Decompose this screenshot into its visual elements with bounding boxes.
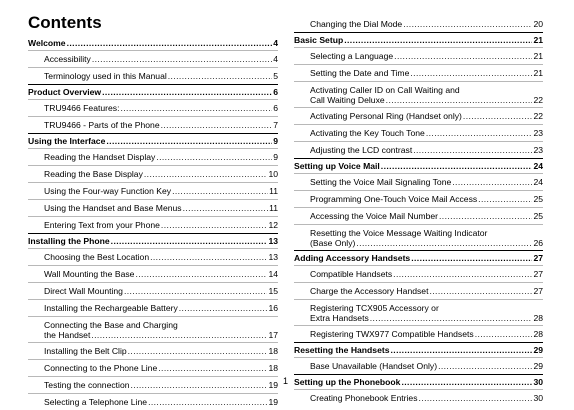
toc-entry-row <box>44 183 278 199</box>
toc-entry-resetting-the-voice-message-waiting-indicator-base-only[interactable] <box>294 224 543 250</box>
toc-page-number: 21 <box>533 51 543 61</box>
toc-entry-row <box>294 159 543 173</box>
toc-page-number: 13 <box>268 236 278 246</box>
toc-entry-label: Charge the Accessory Handset <box>310 286 429 296</box>
dot-leader <box>131 377 268 393</box>
toc-entry-entering-text-from-your-phone[interactable] <box>28 216 278 233</box>
dot-leader <box>67 36 273 50</box>
dot-leader <box>411 251 532 265</box>
dot-leader <box>144 166 268 182</box>
toc-entry-registering-tcx905-accessory-or-extra-handsets[interactable] <box>294 299 543 325</box>
dot-leader <box>381 159 533 173</box>
toc-page-number: 21 <box>533 68 543 78</box>
toc-page-number: 6 <box>273 87 278 97</box>
dot-leader <box>370 313 533 323</box>
toc-entry-label: Entering Text from your Phone <box>44 220 160 230</box>
toc-entry-row <box>310 266 543 282</box>
toc-entry-label: Base Unavailable (Handset Only) <box>310 361 438 371</box>
toc-page-number: 23 <box>533 128 543 138</box>
toc-entry-label: Programming One-Touch Voice Mail Access <box>310 194 478 204</box>
toc-section-setting-up-voice-mail[interactable] <box>294 158 543 173</box>
toc-section-resetting-the-handsets[interactable] <box>294 342 543 357</box>
toc-entry-compatible-handsets[interactable] <box>294 265 543 282</box>
toc-entry-choosing-the-best-location[interactable] <box>28 248 278 265</box>
toc-entry-row <box>44 266 278 282</box>
toc-entry-label: Using the Four-way Function Key <box>44 186 172 196</box>
toc-section-welcome[interactable] <box>28 36 278 50</box>
toc-page-number: 21 <box>533 35 543 45</box>
toc-entry-label: Selecting a Language <box>310 51 394 61</box>
dot-leader <box>386 95 533 105</box>
toc-entry-installing-the-belt-clip[interactable] <box>28 342 278 359</box>
toc-entry-row <box>28 85 278 99</box>
toc-page-number: 25 <box>533 194 543 204</box>
toc-section-product-overview[interactable] <box>28 84 278 99</box>
toc-entry-terminology-used-in-this-manual[interactable] <box>28 67 278 84</box>
dot-leader <box>439 208 532 224</box>
dot-leader <box>102 85 272 99</box>
toc-entry-programming-one-touch-voice-mail-access[interactable] <box>294 190 543 207</box>
toc-entry-label: (Base Only) <box>310 238 356 248</box>
toc-entry-label: Installing the Rechargeable Battery <box>44 303 178 313</box>
toc-entry-row <box>310 191 543 207</box>
toc-entry-row <box>310 95 543 105</box>
dot-leader <box>168 68 272 84</box>
toc-page-number: 24 <box>533 177 543 187</box>
toc-page-number: 27 <box>533 286 543 296</box>
dot-leader <box>391 343 533 357</box>
toc-entry-label: Activating the Key Touch Tone <box>310 128 425 138</box>
toc-entry-tru9466-parts-of-the-phone[interactable] <box>28 116 278 133</box>
toc-entry-label: Testing the connection <box>44 380 130 390</box>
toc-entry-row <box>44 394 278 410</box>
dot-leader <box>148 394 267 410</box>
toc-entry-label: Terminology used in this Manual <box>44 71 167 81</box>
toc-entry-label: Installing the Belt Clip <box>44 346 127 356</box>
toc-page-number: 22 <box>533 111 543 121</box>
toc-entry-label: Setting up the Phonebook <box>294 377 401 387</box>
dot-leader <box>183 200 268 216</box>
toc-entry-row <box>310 48 543 64</box>
toc-entry-changing-the-dial-mode[interactable] <box>294 16 543 32</box>
toc-entry-row <box>310 313 543 323</box>
toc-entry-label-line1: Connecting the Base and Charging <box>44 320 178 330</box>
toc-entry-base-unavailable-handset-only[interactable] <box>294 357 543 374</box>
toc-entry-creating-phonebook-entries[interactable] <box>294 389 543 406</box>
toc-entry-wall-mounting-the-base[interactable] <box>28 265 278 282</box>
dot-leader <box>106 134 272 148</box>
toc-entry-label: Setting the Voice Mail Signaling Tone <box>310 177 452 187</box>
toc-entry-label: Extra Handsets <box>310 313 369 323</box>
toc-entry-charge-the-accessory-handset[interactable] <box>294 282 543 299</box>
dot-leader <box>120 100 272 116</box>
page-number: 1 <box>283 376 289 386</box>
toc-entry-row <box>44 51 278 67</box>
toc-entry-adjusting-the-lcd-contrast[interactable] <box>294 141 543 158</box>
dot-leader <box>394 48 532 64</box>
toc-entry-row <box>44 117 278 133</box>
toc-page-number: 24 <box>533 161 543 171</box>
toc-page-number: 22 <box>533 95 543 105</box>
dot-leader <box>150 249 267 265</box>
toc-entry-label: Welcome <box>28 38 66 48</box>
dot-leader <box>393 266 532 282</box>
dot-leader <box>426 125 533 141</box>
toc-entry-row <box>310 16 543 32</box>
toc-page-number: 12 <box>268 220 278 230</box>
toc-entry-connecting-to-the-phone-line[interactable] <box>28 359 278 376</box>
toc-entry-row <box>44 217 278 233</box>
toc-page-number: 11 <box>269 186 278 196</box>
toc-entry-accessibility[interactable] <box>28 50 278 67</box>
toc-entry-label: Setting up Voice Mail <box>294 161 380 171</box>
toc-page-number: 14 <box>268 269 278 279</box>
toc-page-number: 30 <box>533 393 543 403</box>
dot-leader <box>403 16 532 32</box>
dot-leader <box>413 142 532 158</box>
toc-page-number: 13 <box>268 252 278 262</box>
dot-leader <box>344 33 532 47</box>
dot-leader <box>161 117 273 133</box>
toc-entry-row <box>28 134 278 148</box>
toc-entry-selecting-a-telephone-line[interactable] <box>28 393 278 410</box>
dot-leader <box>452 174 532 190</box>
toc-page-number: 20 <box>533 19 543 29</box>
toc-entry-row <box>44 249 278 265</box>
dot-leader <box>156 149 272 165</box>
toc-entry-label: Reading the Base Display <box>44 169 143 179</box>
toc-entry-label: Accessing the Voice Mail Number <box>310 211 439 221</box>
dot-leader <box>161 217 268 233</box>
toc-entry-label: Choosing the Best Location <box>44 252 150 262</box>
toc-entry-row <box>44 330 278 340</box>
toc-entry-testing-the-connection[interactable] <box>28 376 278 393</box>
toc-entry-tru9466-features[interactable] <box>28 99 278 116</box>
toc-entry-row <box>310 125 543 141</box>
toc-page-number: 4 <box>273 54 278 64</box>
toc-entry-label: Reading the Handset Display <box>44 152 156 162</box>
toc-entry-label: Adding Accessory Handsets <box>294 253 411 263</box>
toc-entry-label: Registering TWX977 Compatible Handsets <box>310 329 474 339</box>
toc-entry-using-the-handset-and-base-menus[interactable] <box>28 199 278 216</box>
toc-page-number: 28 <box>533 313 543 323</box>
dot-leader <box>128 343 268 359</box>
toc-entry-label: Activating Personal Ring (Handset only) <box>310 111 462 121</box>
toc-page-number: 5 <box>273 71 278 81</box>
toc-entry-setting-the-voice-mail-signaling-tone[interactable] <box>294 173 543 190</box>
toc-entry-row <box>44 68 278 84</box>
toc-entry-row <box>44 166 278 182</box>
toc-entry-row <box>28 36 278 50</box>
toc-entry-row <box>44 200 278 216</box>
toc-entry-label: Setting the Date and Time <box>310 68 410 78</box>
toc-entry-label: Changing the Dial Mode <box>310 19 403 29</box>
toc-page-number: 11 <box>269 203 278 213</box>
toc-entry-row <box>294 33 543 47</box>
dot-leader <box>124 283 267 299</box>
toc-entry-row <box>44 343 278 359</box>
toc-page-number: 29 <box>533 361 543 371</box>
toc-section-installing-the-phone[interactable] <box>28 233 278 248</box>
toc-entry-label: TRU9466 - Parts of the Phone <box>44 120 160 130</box>
toc-entry-label: Connecting to the Phone Line <box>44 363 158 373</box>
toc-page-number: 28 <box>533 329 543 339</box>
toc-entry-label: Using the Interface <box>28 136 106 146</box>
toc-right-column <box>294 16 543 406</box>
toc-page-number: 19 <box>268 380 278 390</box>
toc-entry-label: the Handset <box>44 330 91 340</box>
toc-entry-label: Call Waiting Deluxe <box>310 95 385 105</box>
toc-entry-label-line1: Activating Caller ID on Call Waiting and <box>310 85 460 95</box>
toc-entry-label: Installing the Phone <box>28 236 110 246</box>
toc-entry-reading-the-base-display[interactable] <box>28 165 278 182</box>
toc-page-number: 15 <box>268 286 278 296</box>
toc-entry-row <box>310 208 543 224</box>
dot-leader <box>356 238 532 248</box>
toc-page-number: 19 <box>268 397 278 407</box>
toc-entry-connecting-the-base-and-charging-the-handset[interactable] <box>28 316 278 342</box>
toc-entry-selecting-a-language[interactable] <box>294 47 543 64</box>
toc-entry-row <box>28 234 278 248</box>
dot-leader <box>111 234 268 248</box>
toc-section-adding-accessory-handsets[interactable] <box>294 250 543 265</box>
toc-entry-row <box>294 251 543 265</box>
toc-entry-reading-the-handset-display[interactable] <box>28 148 278 165</box>
toc-entry-row <box>310 326 543 342</box>
dot-leader <box>463 108 533 124</box>
toc-entry-row <box>310 358 543 374</box>
dot-leader <box>478 191 532 207</box>
toc-page-number: 9 <box>273 136 278 146</box>
toc-page-number: 29 <box>533 345 543 355</box>
toc-section-setting-up-the-phonebook[interactable] <box>294 374 543 389</box>
toc-entry-row <box>310 283 543 299</box>
dot-leader <box>410 65 532 81</box>
toc-page-number: 16 <box>268 303 278 313</box>
toc-entry-activating-personal-ring-handset-only[interactable] <box>294 107 543 124</box>
toc-entry-activating-the-key-touch-tone[interactable] <box>294 124 543 141</box>
dot-leader <box>158 360 267 376</box>
toc-page-number: 7 <box>273 120 278 130</box>
toc-entry-label: Accessibility <box>44 54 91 64</box>
toc-left-column <box>28 36 278 410</box>
toc-entry-row <box>44 283 278 299</box>
toc-entry-row <box>44 100 278 116</box>
toc-entry-label-line1: Resetting the Voice Message Waiting Indicator <box>310 228 488 238</box>
dot-leader <box>172 183 268 199</box>
dot-leader <box>429 283 532 299</box>
toc-entry-label: Adjusting the LCD contrast <box>310 145 413 155</box>
toc-entry-row <box>44 377 278 393</box>
toc-entry-row <box>310 65 543 81</box>
dot-leader <box>401 375 532 389</box>
toc-entry-row <box>294 343 543 357</box>
toc-entry-row <box>44 360 278 376</box>
toc-entry-label: Compatible Handsets <box>310 269 393 279</box>
dot-leader <box>438 358 532 374</box>
toc-entry-row <box>310 174 543 190</box>
toc-page-number: 4 <box>273 38 278 48</box>
toc-entry-label: Selecting a Telephone Line <box>44 397 148 407</box>
toc-page-number: 25 <box>533 211 543 221</box>
toc-entry-setting-the-date-and-time[interactable] <box>294 64 543 81</box>
toc-entry-label: Wall Mounting the Base <box>44 269 135 279</box>
toc-entry-accessing-the-voice-mail-number[interactable] <box>294 207 543 224</box>
toc-section-using-the-interface[interactable] <box>28 133 278 148</box>
dot-leader <box>179 300 268 316</box>
dot-leader <box>135 266 267 282</box>
toc-entry-label: Using the Handset and Base Menus <box>44 203 182 213</box>
toc-page-number: 18 <box>268 363 278 373</box>
dot-leader <box>92 51 272 67</box>
toc-page-number: 9 <box>273 152 278 162</box>
dot-leader <box>475 326 533 342</box>
toc-page-number: 23 <box>533 145 543 155</box>
toc-entry-row <box>44 300 278 316</box>
toc-entry-row <box>310 108 543 124</box>
toc-page-number: 6 <box>273 103 278 113</box>
toc-entry-row <box>44 149 278 165</box>
toc-entry-row <box>294 375 543 389</box>
toc-page-number: 27 <box>533 269 543 279</box>
toc-entry-using-the-four-way-function-key[interactable] <box>28 182 278 199</box>
toc-entry-row <box>310 142 543 158</box>
toc-entry-label: Creating Phonebook Entries <box>310 393 418 403</box>
toc-section-basic-setup[interactable] <box>294 32 543 47</box>
toc-page-number: 18 <box>268 346 278 356</box>
toc-entry-registering-twx977-compatible-handsets[interactable] <box>294 325 543 342</box>
toc-page-number: 10 <box>268 169 278 179</box>
toc-page-number: 17 <box>268 330 278 340</box>
toc-entry-activating-caller-id-on-call-waiting-and-call-waiting-deluxe[interactable] <box>294 81 543 107</box>
toc-entry-label: Direct Wall Mounting <box>44 286 123 296</box>
toc-entry-label: TRU9466 Features: <box>44 103 120 113</box>
toc-entry-label-line1: Registering TCX905 Accessory or <box>310 303 439 313</box>
toc-entry-row <box>310 238 543 248</box>
toc-page-number: 26 <box>533 238 543 248</box>
toc-entry-direct-wall-mounting[interactable] <box>28 282 278 299</box>
toc-entry-label: Basic Setup <box>294 35 344 45</box>
dot-leader <box>91 330 267 340</box>
toc-entry-installing-the-rechargeable-battery[interactable] <box>28 299 278 316</box>
toc-entry-label: Resetting the Handsets <box>294 345 390 355</box>
contents-title: Contents <box>28 13 102 32</box>
toc-page-number: 30 <box>533 377 543 387</box>
toc-entry-label: Product Overview <box>28 87 102 97</box>
toc-page-number: 27 <box>533 253 543 263</box>
